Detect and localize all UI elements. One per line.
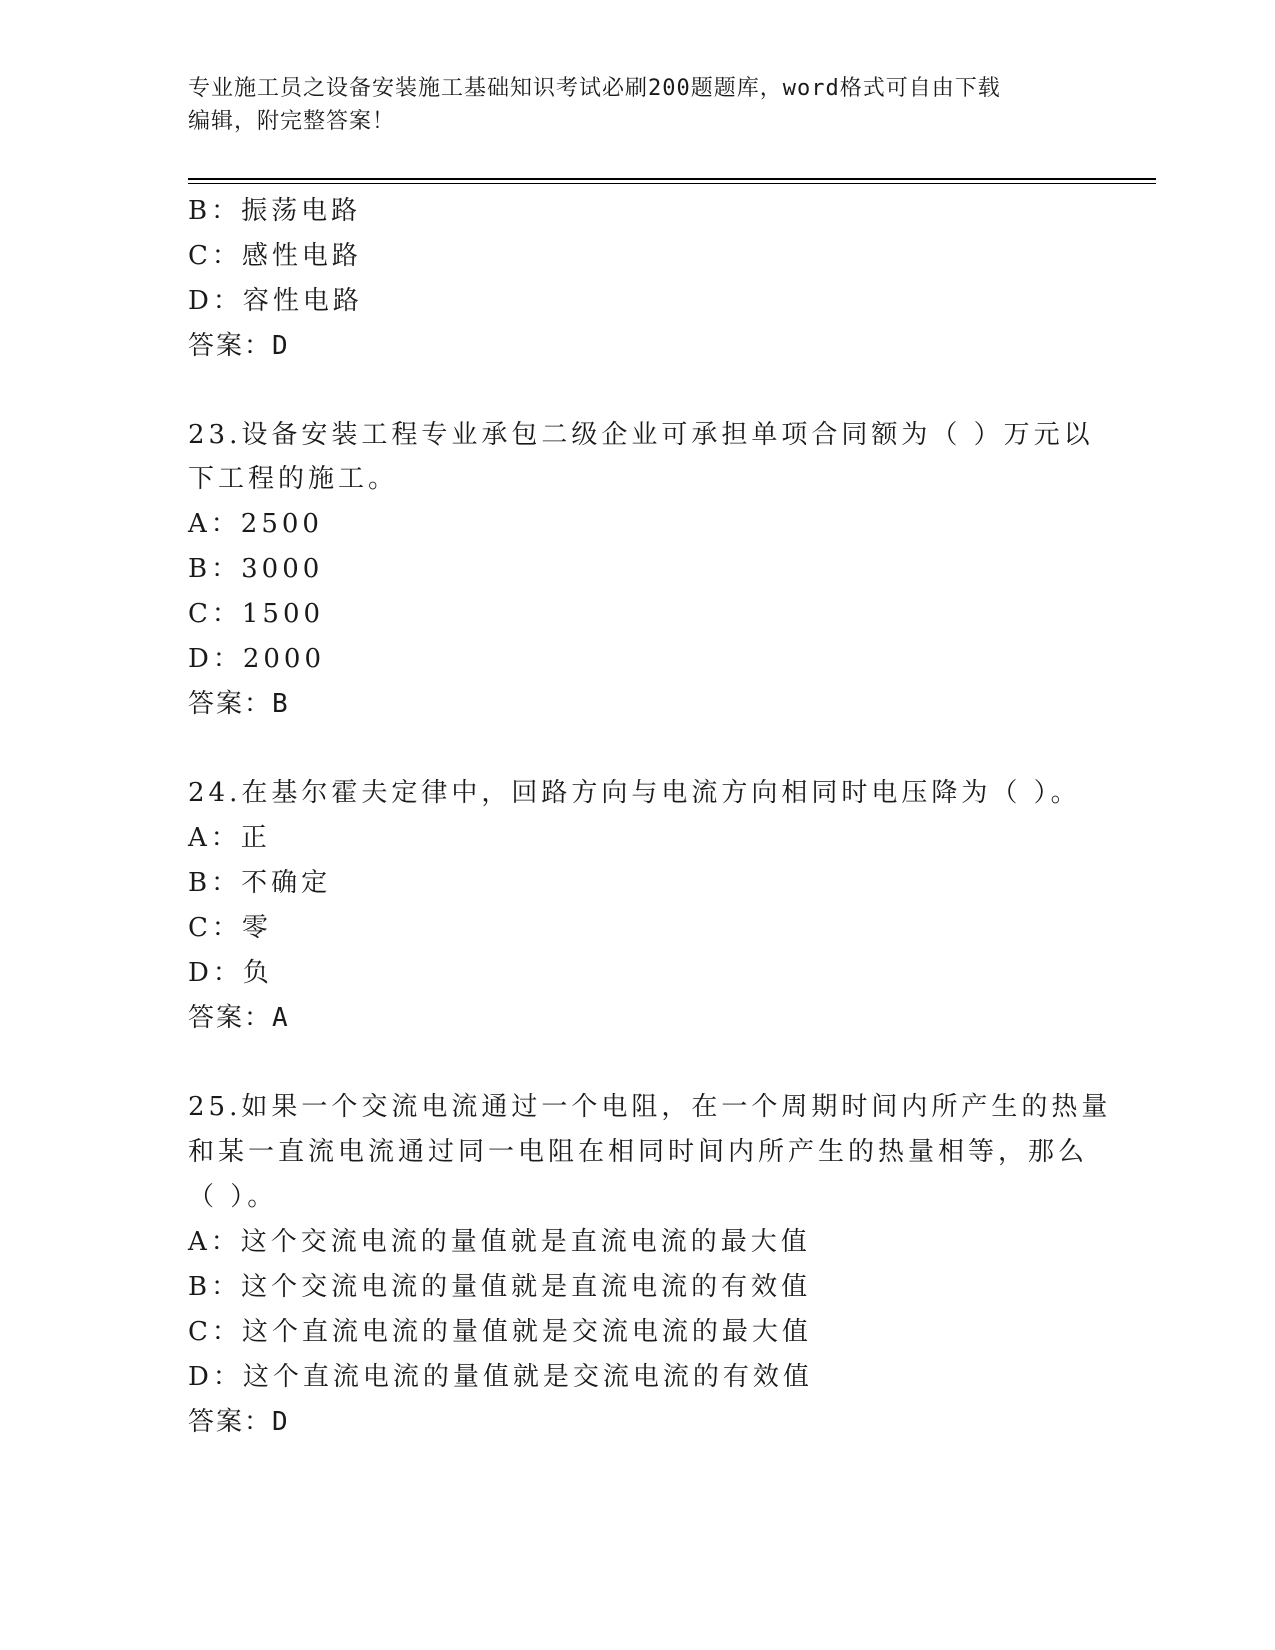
q24-option-d: D：负 [188, 958, 273, 988]
header-title-line-2: 编辑，附完整答案！ [188, 109, 396, 134]
answer-label: 答案： [188, 331, 273, 361]
header-divider-top [188, 178, 1156, 180]
q23-option-b: B：3000 [188, 554, 324, 584]
q24-answer [188, 997, 290, 1034]
answer-label: 答案： [188, 1003, 273, 1033]
q22-option-c: C：感性电路 [188, 241, 362, 271]
header-title-line-1: 专业施工员之设备安装施工基础知识考试必刷200题题库，word格式可自由下载 [188, 76, 1001, 101]
answer-value: D [272, 1407, 290, 1437]
header-divider-bottom [188, 183, 1156, 184]
q23-option-a: A：2500 [188, 509, 323, 539]
q25-stem-line-2: 和某一直流电流通过同一电阻在相同时间内所产生的热量相等，那么 [188, 1137, 1089, 1167]
q24-option-c: C：零 [188, 913, 272, 943]
q25-option-c: C：这个直流电流的量值就是交流电流的最大值 [188, 1317, 812, 1347]
q23-stem-line-2: 下工程的施工。 [188, 464, 399, 494]
q25-option-b: B：这个交流电流的量值就是直流电流的有效值 [188, 1272, 812, 1302]
answer-value: D [272, 331, 290, 361]
q24-stem-line-1: 24.在基尔霍夫定律中，回路方向与电流方向相同时电压降为（ ）。 [188, 778, 1081, 808]
q23-answer [188, 683, 290, 720]
q25-answer [188, 1401, 290, 1438]
q22-option-d: D：容性电路 [188, 286, 363, 316]
q25-stem-line-3: （ ）。 [188, 1182, 278, 1212]
q25-option-a: A：这个交流电流的量值就是直流电流的最大值 [188, 1227, 811, 1257]
q24-option-a: A：正 [188, 823, 271, 853]
q23-option-c: C：1500 [188, 599, 325, 629]
answer-value: A [272, 1003, 290, 1033]
q22-answer [188, 325, 290, 362]
document-header [188, 72, 1088, 138]
answer-value: B [272, 689, 290, 719]
answer-label: 答案： [188, 1407, 273, 1437]
q23-option-d: D：2000 [188, 644, 326, 674]
q25-stem-line-1: 25.如果一个交流电流通过一个电阻，在一个周期时间内所产生的热量 [188, 1092, 1112, 1122]
q22-option-b: B：振荡电路 [188, 196, 362, 226]
answer-label: 答案： [188, 689, 273, 719]
q25-option-d: D：这个直流电流的量值就是交流电流的有效值 [188, 1362, 813, 1392]
q24-option-b: B：不确定 [188, 868, 332, 898]
q23-stem-line-1: 23.设备安装工程专业承包二级企业可承担单项合同额为（ ）万元以 [188, 420, 1094, 450]
